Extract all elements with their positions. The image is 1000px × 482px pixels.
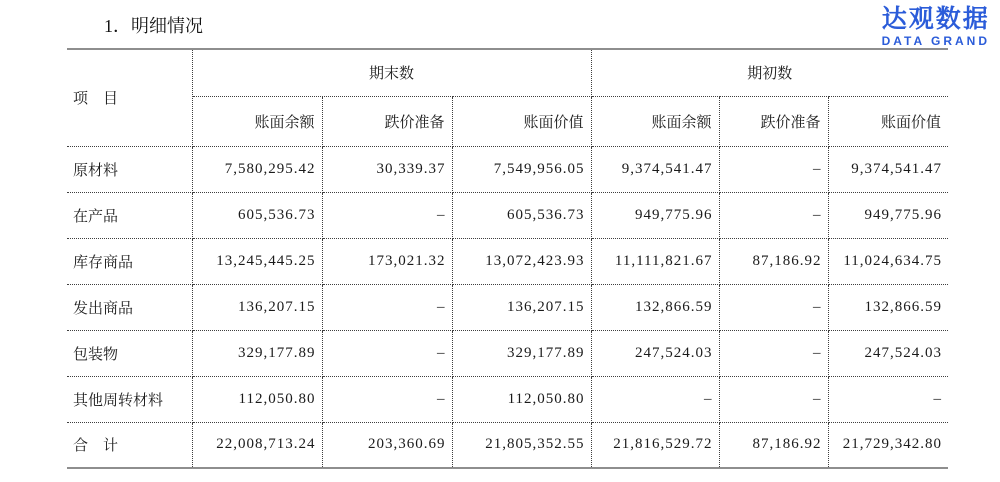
cell-value: 605,536.73 [452, 192, 591, 238]
cell-value: 87,186.92 [719, 422, 828, 468]
cell-value: 21,805,352.55 [452, 422, 591, 468]
column-header-beginning-book-balance: 账面余额 [591, 96, 719, 146]
cell-value: 22,008,713.24 [192, 422, 322, 468]
cell-value: 30,339.37 [322, 146, 452, 192]
table-row-total [67, 422, 948, 468]
cell-value: 21,816,529.72 [591, 422, 719, 468]
column-group-beginning-balance: 期初数 [591, 49, 948, 96]
column-group-ending-balance: 期末数 [192, 49, 591, 96]
inventory-detail-table [67, 48, 948, 469]
cell-value: – [719, 330, 828, 376]
column-header-ending-write-down: 跌价准备 [322, 96, 452, 146]
cell-value: 11,024,634.75 [828, 238, 948, 284]
cell-value: 173,021.32 [322, 238, 452, 284]
cell-value: – [322, 376, 452, 422]
table-header-row-groups [67, 49, 948, 96]
cell-value: 87,186.92 [719, 238, 828, 284]
cell-value: – [719, 192, 828, 238]
cell-value: – [719, 146, 828, 192]
cell-value: 11,111,821.67 [591, 238, 719, 284]
table-row-goods-shipped [67, 284, 948, 330]
table-row-raw-materials [67, 146, 948, 192]
table-header-row-subcolumns [67, 96, 948, 146]
cell-value: 203,360.69 [322, 422, 452, 468]
cell-value: 247,524.03 [591, 330, 719, 376]
column-header-beginning-write-down: 跌价准备 [719, 96, 828, 146]
cell-value: – [591, 376, 719, 422]
section-title: 1．明细情况 [104, 16, 203, 36]
cell-value: 136,207.15 [452, 284, 591, 330]
cell-value: 7,549,956.05 [452, 146, 591, 192]
column-header-beginning-book-value: 账面价值 [828, 96, 948, 146]
cell-value: 949,775.96 [591, 192, 719, 238]
cell-value: 9,374,541.47 [591, 146, 719, 192]
row-item-label: 合 计 [67, 422, 192, 468]
cell-value: 13,072,423.93 [452, 238, 591, 284]
row-item-label: 发出商品 [67, 284, 192, 330]
cell-value: 7,580,295.42 [192, 146, 322, 192]
column-header-ending-book-balance: 账面余额 [192, 96, 322, 146]
logo-english-text: DATA GRAND [881, 34, 990, 48]
cell-value: 329,177.89 [452, 330, 591, 376]
cell-value: 132,866.59 [828, 284, 948, 330]
table-row-finished-goods [67, 238, 948, 284]
cell-value: 136,207.15 [192, 284, 322, 330]
cell-value: 9,374,541.47 [828, 146, 948, 192]
cell-value: – [719, 376, 828, 422]
row-item-label: 库存商品 [67, 238, 192, 284]
table-row-work-in-progress [67, 192, 948, 238]
cell-value: 112,050.80 [192, 376, 322, 422]
cell-value: 13,245,445.25 [192, 238, 322, 284]
cell-value: – [828, 376, 948, 422]
cell-value: 21,729,342.80 [828, 422, 948, 468]
cell-value: – [322, 284, 452, 330]
cell-value: 949,775.96 [828, 192, 948, 238]
datagrand-logo [882, 6, 990, 48]
column-header-ending-book-value: 账面价值 [452, 96, 591, 146]
logo-chinese-text: 达观数据 [881, 5, 990, 33]
cell-value: – [322, 330, 452, 376]
cell-value: 247,524.03 [828, 330, 948, 376]
row-item-label: 原材料 [67, 146, 192, 192]
column-header-item: 项 目 [67, 49, 192, 146]
cell-value: 605,536.73 [192, 192, 322, 238]
cell-value: 112,050.80 [452, 376, 591, 422]
row-item-label: 其他周转材料 [67, 376, 192, 422]
row-item-label: 在产品 [67, 192, 192, 238]
row-item-label: 包装物 [67, 330, 192, 376]
cell-value: 329,177.89 [192, 330, 322, 376]
cell-value: 132,866.59 [591, 284, 719, 330]
table-row-packaging [67, 330, 948, 376]
cell-value: – [322, 192, 452, 238]
cell-value: – [719, 284, 828, 330]
table-row-other-turnover-materials [67, 376, 948, 422]
